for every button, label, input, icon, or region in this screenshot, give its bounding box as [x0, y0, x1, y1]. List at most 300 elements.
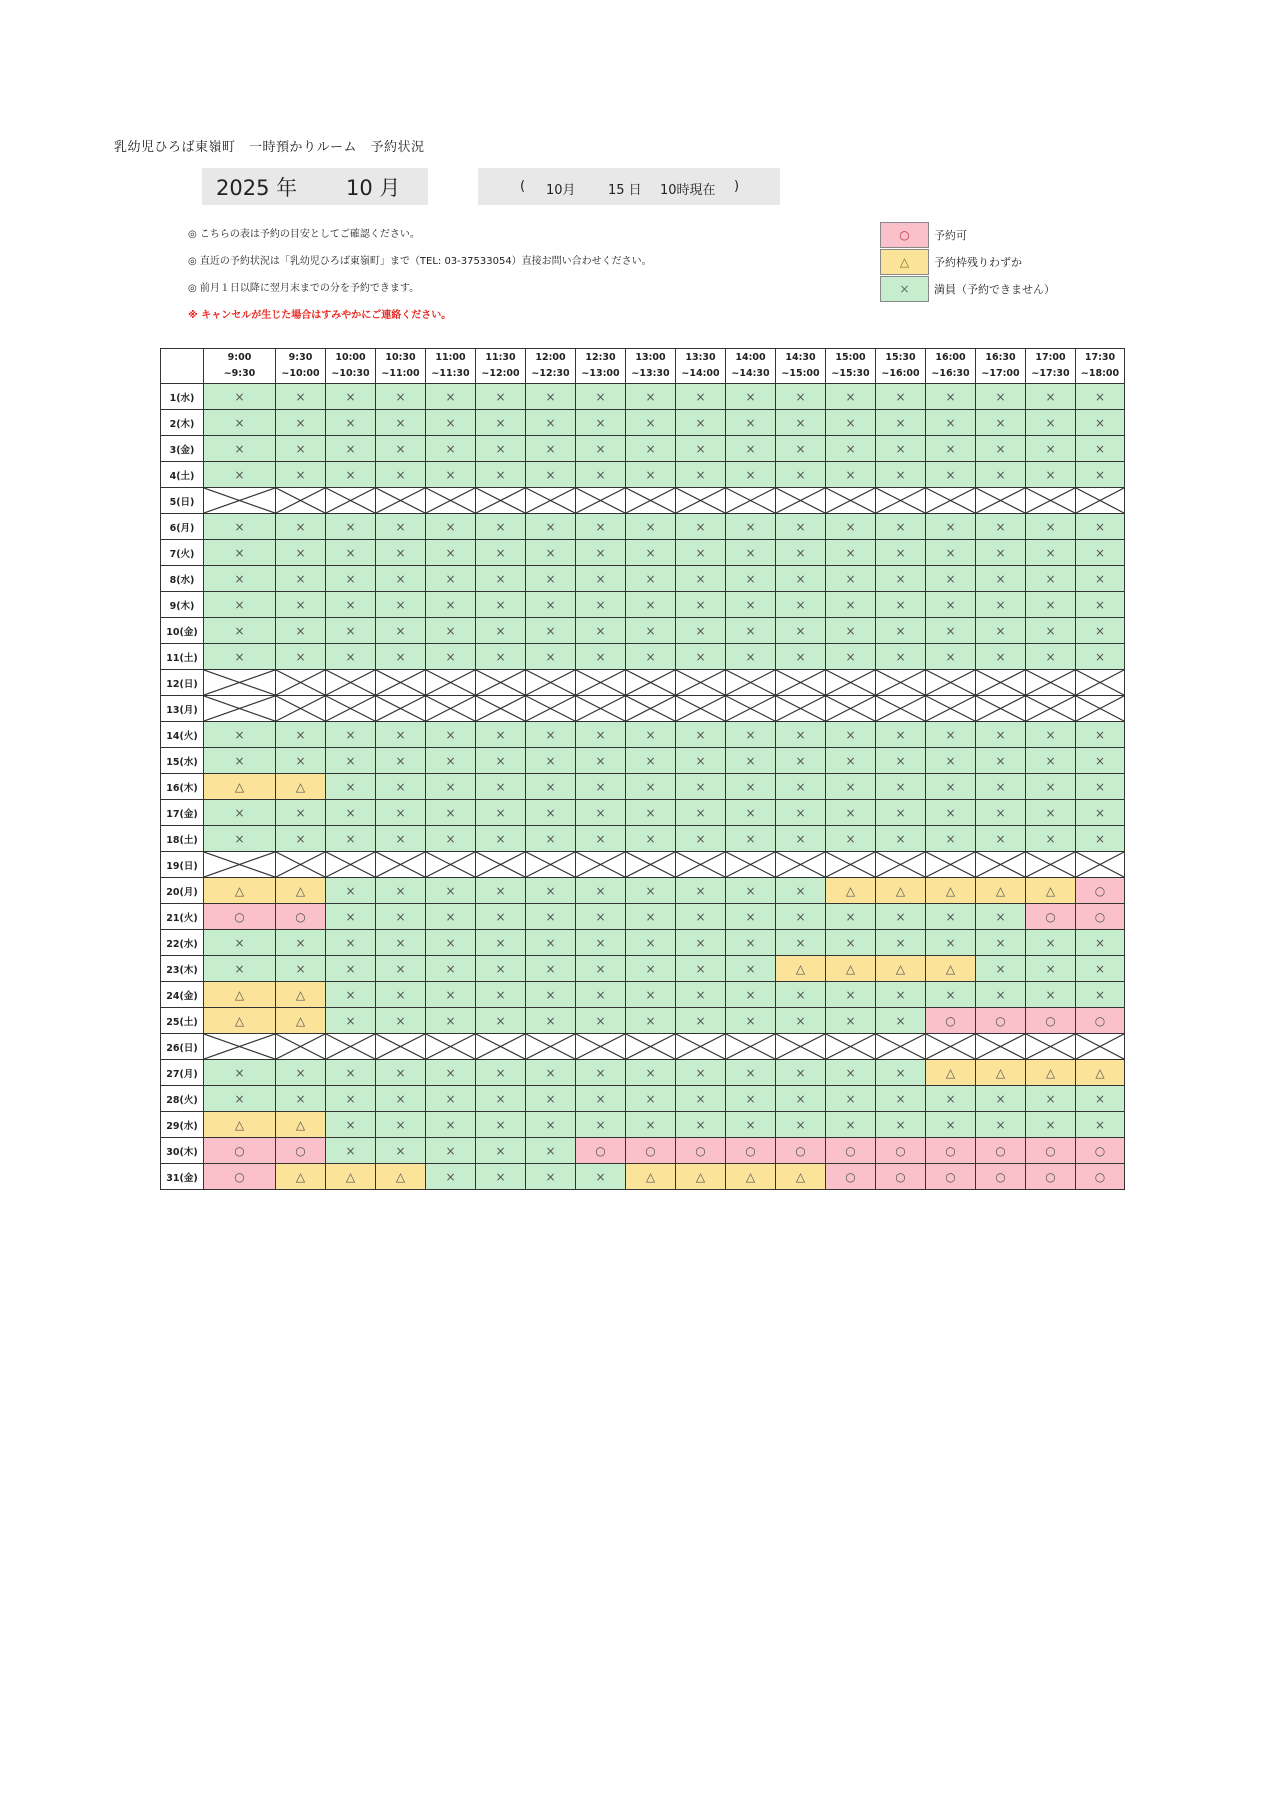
slot-cell: × — [276, 1086, 326, 1112]
closed-cell — [204, 670, 276, 696]
slot-cell: × — [476, 384, 526, 410]
closed-cell — [776, 670, 826, 696]
closed-cross-icon — [926, 1034, 975, 1059]
slot-cell: × — [626, 1008, 676, 1034]
slot-start: 14:30 — [785, 352, 816, 363]
slot-cell: × — [926, 514, 976, 540]
closed-cell — [826, 696, 876, 722]
closed-cell — [204, 488, 276, 514]
slot-cell: △ — [276, 1112, 326, 1138]
slot-cell: × — [726, 1112, 776, 1138]
closed-cell — [626, 696, 676, 722]
slot-cell: × — [276, 956, 326, 982]
slot-cell: × — [726, 436, 776, 462]
slot-cell: × — [726, 800, 776, 826]
closed-cell — [526, 670, 576, 696]
slot-cell: × — [376, 462, 426, 488]
slot-cell: × — [926, 462, 976, 488]
slot-cell: × — [726, 878, 776, 904]
slot-header — [976, 349, 1026, 384]
closed-cell — [726, 852, 776, 878]
slot-cell: × — [676, 826, 726, 852]
closed-cell — [676, 1034, 726, 1060]
slot-cell: × — [276, 410, 326, 436]
closed-cross-icon — [276, 670, 325, 695]
closed-cell — [376, 852, 426, 878]
slot-cell: × — [426, 514, 476, 540]
slot-cell: × — [576, 592, 626, 618]
table-row — [161, 982, 1125, 1008]
slot-cell: × — [476, 956, 526, 982]
slot-cell: ○ — [204, 1164, 276, 1190]
closed-cross-icon — [726, 488, 775, 513]
slot-cell: × — [826, 384, 876, 410]
slot-cell: ○ — [876, 1138, 926, 1164]
closed-cross-icon — [976, 696, 1025, 721]
slot-cell: × — [1076, 618, 1125, 644]
closed-cross-icon — [676, 488, 725, 513]
slot-cell: × — [626, 904, 676, 930]
slot-cell: × — [426, 592, 476, 618]
slot-cell: × — [476, 1060, 526, 1086]
slot-cell: × — [204, 592, 276, 618]
slot-cell: × — [576, 462, 626, 488]
closed-cross-icon — [876, 1034, 925, 1059]
month-label: 10 月 — [346, 175, 401, 200]
closed-cross-icon — [576, 696, 625, 721]
slot-cell: × — [676, 644, 726, 670]
slot-start: 10:00 — [335, 352, 366, 363]
table-row — [161, 1008, 1125, 1034]
slot-cell: × — [626, 618, 676, 644]
slot-cell: × — [1026, 384, 1076, 410]
slot-cell: × — [776, 1112, 826, 1138]
day-label: 20(月) — [161, 878, 204, 904]
slot-cell: × — [1026, 514, 1076, 540]
closed-cross-icon — [276, 488, 325, 513]
slot-cell: △ — [276, 982, 326, 1008]
closed-cross-icon — [276, 852, 325, 877]
day-label: 15(水) — [161, 748, 204, 774]
slot-start: 9:00 — [227, 352, 252, 363]
slot-cell: × — [576, 878, 626, 904]
slot-cell: × — [526, 436, 576, 462]
slot-cell: × — [376, 930, 426, 956]
slot-cell: × — [776, 462, 826, 488]
slot-cell: △ — [876, 956, 926, 982]
closed-cell — [676, 696, 726, 722]
legend-available — [880, 221, 1055, 248]
day-label: 29(水) — [161, 1112, 204, 1138]
slot-cell: × — [204, 930, 276, 956]
slot-cell: × — [776, 826, 826, 852]
closed-cell — [1026, 670, 1076, 696]
closed-cross-icon — [826, 696, 875, 721]
slot-cell: × — [826, 748, 876, 774]
slot-cell: × — [1076, 774, 1125, 800]
slot-cell: × — [776, 982, 826, 1008]
slot-cell: × — [976, 800, 1026, 826]
slot-cell: × — [976, 592, 1026, 618]
table-row — [161, 748, 1125, 774]
slot-cell: × — [1076, 514, 1125, 540]
slot-cell: × — [376, 800, 426, 826]
closed-cell — [826, 1034, 876, 1060]
slot-cell: × — [376, 982, 426, 1008]
closed-cell — [576, 1034, 626, 1060]
slot-cell: ○ — [876, 1164, 926, 1190]
slot-cell: × — [876, 982, 926, 1008]
slot-header — [1026, 349, 1076, 384]
slot-cell: × — [876, 930, 926, 956]
slot-cell: × — [576, 930, 626, 956]
closed-cross-icon — [726, 1034, 775, 1059]
closed-cross-icon — [476, 670, 525, 695]
slot-cell: × — [876, 436, 926, 462]
slot-cell: × — [626, 410, 676, 436]
slot-cell: ○ — [1076, 904, 1125, 930]
closed-cross-icon — [526, 488, 575, 513]
day-label: 2(木) — [161, 410, 204, 436]
slot-cell: × — [526, 956, 576, 982]
slot-cell: × — [626, 748, 676, 774]
slot-cell: ○ — [926, 1164, 976, 1190]
slot-cell: × — [876, 514, 926, 540]
slot-start: 12:00 — [535, 352, 566, 363]
slot-cell: × — [676, 1086, 726, 1112]
slot-cell: × — [826, 566, 876, 592]
slot-cell: × — [426, 618, 476, 644]
closed-cross-icon — [876, 488, 925, 513]
slot-cell: × — [1026, 748, 1076, 774]
closed-cell — [276, 670, 326, 696]
day-label: 3(金) — [161, 436, 204, 462]
slot-cell: × — [626, 384, 676, 410]
slot-cell: × — [1076, 540, 1125, 566]
slot-cell: × — [926, 410, 976, 436]
closed-cell — [626, 852, 676, 878]
slot-cell: × — [276, 644, 326, 670]
slot-cell: × — [276, 384, 326, 410]
reservation-table — [160, 348, 1125, 1190]
slot-cell: × — [326, 436, 376, 462]
slot-cell: × — [526, 410, 576, 436]
closed-cross-icon — [376, 670, 425, 695]
closed-cross-icon — [726, 696, 775, 721]
closed-cell — [876, 488, 926, 514]
slot-cell: × — [776, 566, 826, 592]
slot-cell: △ — [204, 982, 276, 1008]
slot-cell: × — [1076, 826, 1125, 852]
slot-cell: × — [676, 566, 726, 592]
slot-cell: ○ — [976, 1138, 1026, 1164]
slot-cell: × — [926, 618, 976, 644]
closed-cell — [526, 1034, 576, 1060]
slot-cell: △ — [376, 1164, 426, 1190]
closed-cell — [204, 1034, 276, 1060]
day-label: 25(土) — [161, 1008, 204, 1034]
slot-cell: ○ — [926, 1008, 976, 1034]
slot-cell: × — [576, 826, 626, 852]
closed-cross-icon — [776, 1034, 825, 1059]
slot-cell: × — [276, 566, 326, 592]
closed-cell — [1076, 670, 1125, 696]
slot-cell: × — [876, 566, 926, 592]
closed-cell — [376, 670, 426, 696]
slot-cell: × — [626, 566, 676, 592]
closed-cross-icon — [1026, 852, 1075, 877]
slot-header — [826, 349, 876, 384]
slot-cell: × — [726, 566, 776, 592]
table-row — [161, 1112, 1125, 1138]
table-row — [161, 410, 1125, 436]
slot-cell: × — [326, 722, 376, 748]
closed-cross-icon — [776, 670, 825, 695]
closed-cell — [326, 670, 376, 696]
slot-cell: × — [876, 462, 926, 488]
closed-cross-icon — [526, 1034, 575, 1059]
slot-cell: × — [326, 800, 376, 826]
slot-cell: × — [1026, 540, 1076, 566]
slot-cell: × — [676, 1060, 726, 1086]
slot-cell: △ — [676, 1164, 726, 1190]
slot-cell: × — [876, 800, 926, 826]
closed-cell — [526, 852, 576, 878]
slot-cell: × — [626, 436, 676, 462]
slot-cell: × — [476, 592, 526, 618]
closed-cell — [826, 670, 876, 696]
slot-cell: × — [776, 800, 826, 826]
slot-cell: × — [676, 618, 726, 644]
day-label: 16(木) — [161, 774, 204, 800]
slot-cell: × — [576, 644, 626, 670]
closed-cell — [276, 488, 326, 514]
closed-cross-icon — [676, 696, 725, 721]
closed-cross-icon — [976, 670, 1025, 695]
closed-cell — [626, 1034, 676, 1060]
slot-cell: × — [626, 644, 676, 670]
slot-cell: × — [726, 462, 776, 488]
slot-start: 15:30 — [885, 352, 916, 363]
slot-cell: × — [204, 462, 276, 488]
closed-cross-icon — [1026, 1034, 1075, 1059]
slot-cell: × — [1026, 722, 1076, 748]
slot-cell: × — [976, 410, 1026, 436]
slot-cell: ○ — [776, 1138, 826, 1164]
slot-cell: × — [426, 540, 476, 566]
closed-cross-icon — [976, 488, 1025, 513]
closed-cross-icon — [276, 696, 325, 721]
slot-cell: × — [476, 1086, 526, 1112]
closed-cell — [926, 852, 976, 878]
slot-cell: ○ — [1076, 878, 1125, 904]
slot-cell: △ — [976, 878, 1026, 904]
slot-cell: × — [376, 748, 426, 774]
slot-cell: × — [876, 1060, 926, 1086]
slot-cell: × — [204, 956, 276, 982]
closed-cross-icon — [626, 1034, 675, 1059]
slot-cell: × — [776, 514, 826, 540]
slot-cell: × — [426, 956, 476, 982]
slot-cell: △ — [276, 1008, 326, 1034]
closed-cell — [376, 488, 426, 514]
slot-cell: × — [926, 592, 976, 618]
year-month-box — [202, 168, 428, 205]
closed-cell — [676, 488, 726, 514]
slot-cell: × — [326, 774, 376, 800]
closed-cross-icon — [826, 1034, 875, 1059]
slot-cell: × — [926, 748, 976, 774]
slot-cell: × — [1026, 644, 1076, 670]
closed-cross-icon — [676, 670, 725, 695]
slot-cell: × — [976, 644, 1026, 670]
slot-cell: × — [726, 618, 776, 644]
slot-cell: × — [276, 618, 326, 644]
table-row — [161, 1164, 1125, 1190]
slot-cell: × — [776, 410, 826, 436]
slot-cell: × — [876, 748, 926, 774]
slot-cell: × — [926, 436, 976, 462]
slot-end: ~18:00 — [1080, 368, 1120, 379]
slot-cell: × — [976, 826, 1026, 852]
slot-cell: × — [776, 748, 826, 774]
slot-cell: × — [476, 462, 526, 488]
page-title: 乳幼児ひろば東嶺町 一時預かりルーム 予約状況 — [114, 140, 425, 155]
slot-cell: × — [326, 384, 376, 410]
slot-cell: × — [576, 540, 626, 566]
slot-cell: × — [676, 774, 726, 800]
closed-cell — [276, 696, 326, 722]
slot-cell: × — [676, 462, 726, 488]
slot-cell: × — [326, 462, 376, 488]
closed-cross-icon — [1076, 1034, 1124, 1059]
slot-cell: × — [526, 540, 576, 566]
closed-cell — [626, 488, 676, 514]
slot-end: ~17:00 — [981, 368, 1020, 379]
slot-cell: × — [326, 618, 376, 644]
slot-start: 16:30 — [985, 352, 1016, 363]
slot-start: 13:00 — [635, 352, 666, 363]
slot-cell: × — [204, 436, 276, 462]
slot-header — [526, 349, 576, 384]
slot-cell: × — [476, 904, 526, 930]
closed-cell — [826, 852, 876, 878]
slot-cell: × — [926, 566, 976, 592]
closed-cell — [1076, 852, 1125, 878]
slot-cell: × — [626, 956, 676, 982]
slot-cell: ○ — [826, 1164, 876, 1190]
slot-cell: × — [326, 1112, 376, 1138]
slot-cell: × — [776, 878, 826, 904]
slot-cell: × — [476, 800, 526, 826]
slot-cell: × — [376, 592, 426, 618]
slot-cell: × — [776, 722, 826, 748]
slot-cell: × — [326, 540, 376, 566]
slot-start: 13:30 — [685, 352, 716, 363]
legend-few-left — [880, 248, 1055, 275]
slot-cell: × — [626, 1112, 676, 1138]
slot-cell: × — [776, 1008, 826, 1034]
slot-cell: × — [826, 904, 876, 930]
closed-cross-icon — [204, 488, 275, 513]
slot-end: ~12:30 — [531, 368, 570, 379]
slot-cell: × — [576, 1086, 626, 1112]
legend — [880, 221, 1055, 302]
closed-cross-icon — [476, 696, 525, 721]
slot-cell: × — [476, 774, 526, 800]
slot-cell: × — [726, 384, 776, 410]
slot-cell: × — [926, 800, 976, 826]
closed-cross-icon — [876, 696, 925, 721]
closed-cross-icon — [876, 670, 925, 695]
slot-cell: × — [204, 566, 276, 592]
slot-cell: × — [376, 1008, 426, 1034]
slot-cell: × — [576, 748, 626, 774]
slot-cell: × — [576, 1008, 626, 1034]
table-row — [161, 826, 1125, 852]
slot-cell: × — [526, 800, 576, 826]
slot-cell: × — [976, 748, 1026, 774]
table-row — [161, 878, 1125, 904]
slot-cell: × — [376, 826, 426, 852]
slot-cell: × — [626, 982, 676, 1008]
slot-header — [626, 349, 676, 384]
slot-cell: × — [376, 540, 426, 566]
slot-cell: × — [976, 462, 1026, 488]
slot-cell: × — [626, 462, 676, 488]
slot-cell: × — [976, 982, 1026, 1008]
slot-cell: × — [876, 1008, 926, 1034]
slot-header — [376, 349, 426, 384]
closed-cell — [776, 1034, 826, 1060]
slot-cell: × — [676, 800, 726, 826]
slot-cell: × — [376, 436, 426, 462]
slot-cell: × — [476, 514, 526, 540]
closed-cell — [376, 696, 426, 722]
slot-cell: × — [626, 514, 676, 540]
slot-cell: × — [576, 982, 626, 1008]
slot-cell: × — [426, 410, 476, 436]
slot-start: 9:30 — [288, 352, 313, 363]
slot-cell: × — [576, 384, 626, 410]
slot-cell: × — [826, 540, 876, 566]
slot-cell: × — [726, 1008, 776, 1034]
slot-cell: ○ — [204, 1138, 276, 1164]
slot-cell: × — [576, 1164, 626, 1190]
slot-start: 17:00 — [1035, 352, 1066, 363]
slot-cell: × — [826, 618, 876, 644]
slot-cell: × — [526, 930, 576, 956]
slot-cell: × — [376, 618, 426, 644]
slot-header — [776, 349, 826, 384]
closed-cell — [826, 488, 876, 514]
slot-cell: × — [676, 384, 726, 410]
slot-cell: × — [326, 644, 376, 670]
closed-cell — [676, 670, 726, 696]
slot-cell: × — [976, 956, 1026, 982]
closed-cross-icon — [426, 1034, 475, 1059]
day-label: 21(火) — [161, 904, 204, 930]
closed-cross-icon — [1076, 696, 1124, 721]
closed-cell — [726, 670, 776, 696]
closed-cross-icon — [576, 852, 625, 877]
slot-cell: × — [476, 982, 526, 1008]
closed-cell — [476, 852, 526, 878]
closed-cross-icon — [376, 696, 425, 721]
closed-cross-icon — [476, 852, 525, 877]
closed-cross-icon — [526, 670, 575, 695]
slot-header — [204, 349, 276, 384]
